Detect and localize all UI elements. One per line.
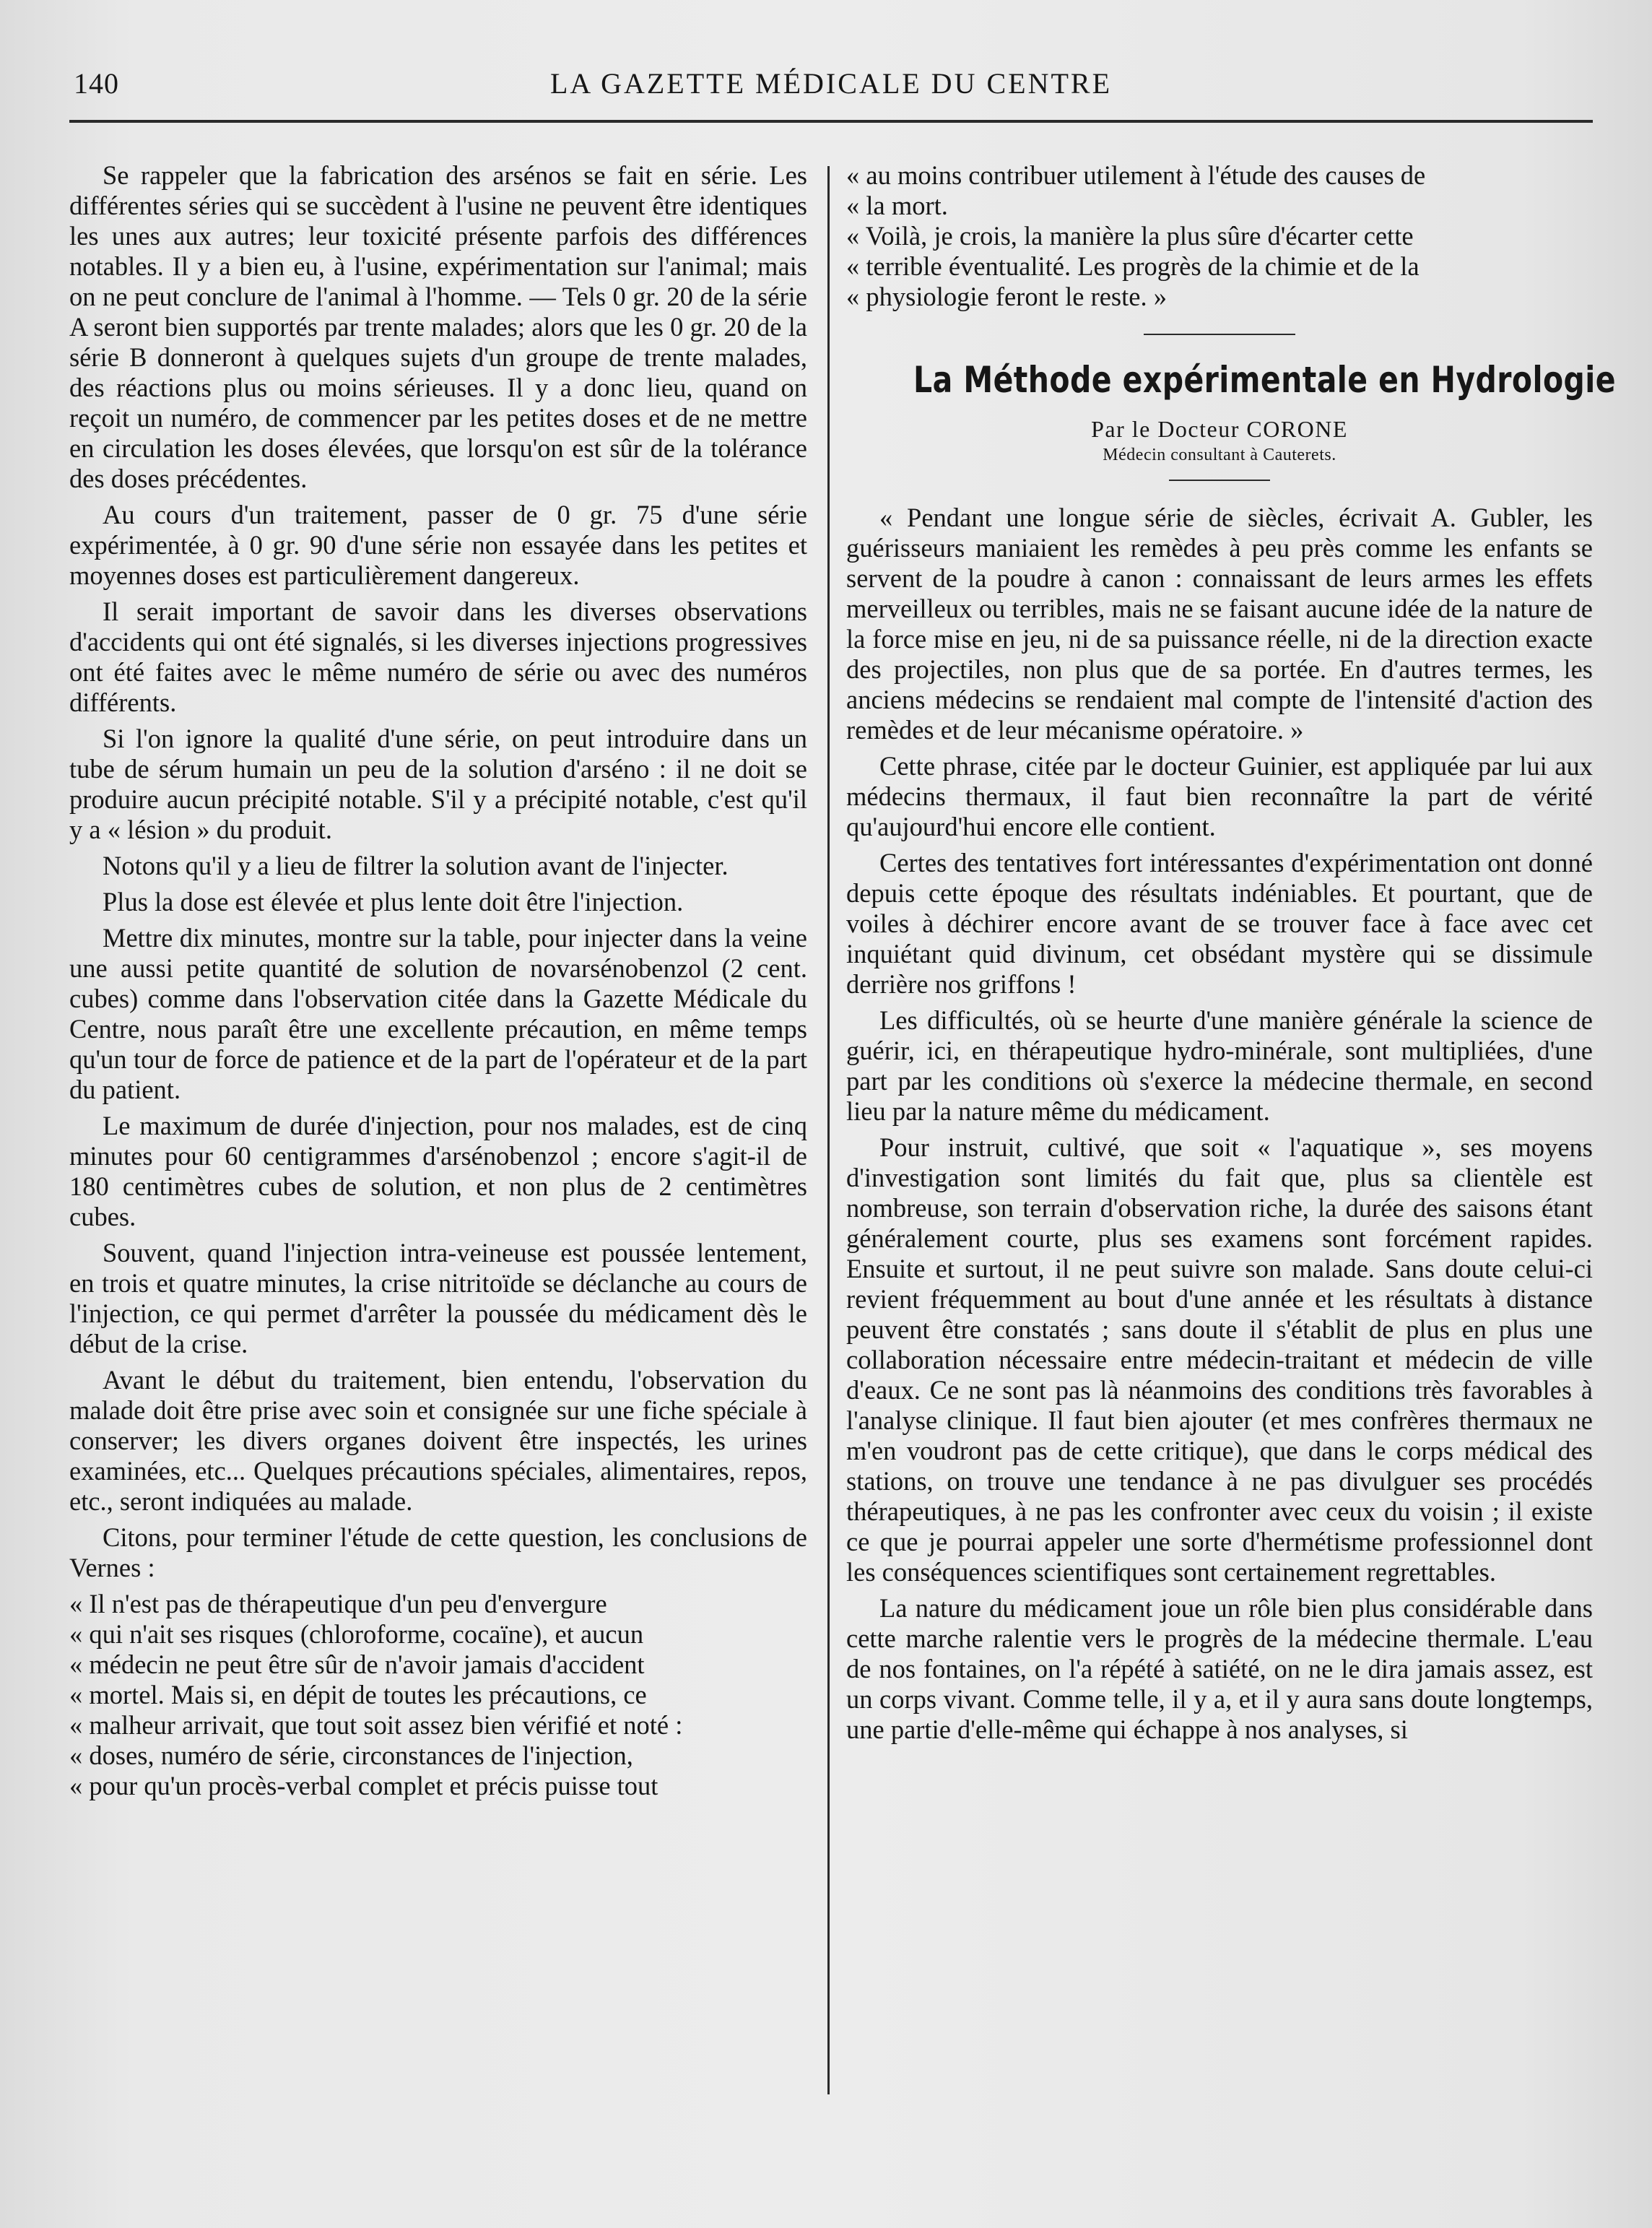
page-header xyxy=(69,66,1593,110)
paragraph: Mettre dix minutes, montre sur la table, pour injecter dans la veine une aussi petite quantité de solution de novarsénobenzol (2 cent. cubes) comme dans l'observation citée dans la Gazette Médicale du Centre, nous paraît être une excellente précaution, en même temps qu'un tour de force de patience et de la part de l'opérateur et de la part du patient. xyxy=(69,923,807,1104)
quote-line: « physiologie feront le reste. » xyxy=(846,282,1167,311)
paragraph: Les difficultés, où se heurte d'une manière générale la science de guérir, ici, en thérapeutique hydro-minérale, sont multipliées, d'une part par les conditions où s'exerce la médecine thermale, en second lieu par la nature même du médicament. xyxy=(846,1005,1593,1126)
paragraph: Cette phrase, citée par le docteur Guinier, est appliquée par lui aux médecins thermaux, il faut bien reconnaître la part de vérité qu'aujourd'hui encore elle contient. xyxy=(846,751,1593,841)
article-header xyxy=(846,334,1616,481)
article-byline: Par le Docteur CORONE xyxy=(1091,416,1348,442)
paragraph: Avant le début du traitement, bien entendu, l'observation du malade doit être prise avec soin et consignée sur une fiche spéciale à conserver; les divers organes doivent être inspectés, les urines examinées, etc... Quelques précautions spéciales, alimentaires, repos, etc., seront indiquées au malade. xyxy=(69,1365,807,1516)
running-title: LA GAZETTE MÉDICALE DU CENTRE xyxy=(549,67,1112,100)
quote-line: « malheur arrivait, que tout soit assez bien vérifié et noté : xyxy=(69,1710,683,1740)
quote-line: « médecin ne peut être sûr de n'avoir jamais d'accident xyxy=(69,1650,645,1679)
paragraph: Pour instruit, cultivé, que soit « l'aquatique », ses moyens d'investigation sont limités du fait que, plus sa clientèle est nombreuse, son terrain d'observation riche, la durée des saisons étant généralement courte, plus ses examens sont forcément rapides. Ensuite et surtout, il ne peut suivre son malade. Sans doute celui-ci revient fréquemment au bout d'une année et les résultats à distance peuvent être constatés ; sans doute il s'établit de plus en plus une collaboration nécessaire entre médecin-traitant et médecin de ville d'eaux. Ce ne sont pas là néanmoins des conditions très favorables à l'analyse clinique. Il faut bien ajouter (et mes confrères thermaux ne m'en voudront pas de cette critique), que dans le corps médical des stations, on trouve une tendance à ne pas divulguer ses procédés thérapeutiques, à ne pas les confronter avec ceux du voisin ; il existe ce que je pourrai appeler une sorte d'hermétisme professionnel dont les conséquences scientifiques sont certainement regrettables. xyxy=(846,1132,1593,1587)
separator-rule xyxy=(1169,480,1270,481)
paragraph: Il serait important de savoir dans les diverses observations d'accidents qui ont été signalés, si les diverses injections progressives ont été faites avec le même numéro de série ou avec des numéros différents. xyxy=(69,597,807,717)
paragraph: Citons, pour terminer l'étude de cette question, les conclusions de Vernes : xyxy=(69,1522,807,1582)
quote-line: « pour qu'un procès-verbal complet et précis puisse tout xyxy=(69,1771,658,1800)
paragraph: Souvent, quand l'injection intra-veineuse est poussée lentement, en trois et quatre minutes, la crise nitritoïde se déclanche au cours de l'injection, ce qui permet d'arrêter la poussée du médicament dès le début de la crise. xyxy=(69,1238,807,1358)
quote-line: « Il n'est pas de thérapeutique d'un peu d'envergure xyxy=(69,1589,607,1618)
paragraph: La nature du médicament joue un rôle bien plus considérable dans cette marche ralentie vers le progrès de la médecine thermale. L'eau de nos fontaines, on l'a répété à satiété, on ne le dira jamais assez, est un corps vivant. Comme telle, il y a, et il y aura sans doute longtemps, une partie d'elle-même qui échappe à nos analyses, si xyxy=(846,1593,1593,1744)
paragraph: Plus la dose est élevée et plus lente doit être l'injection. xyxy=(103,887,684,916)
quote-line: « qui n'ait ses risques (chloroforme, cocaïne), et aucun xyxy=(69,1619,644,1649)
quote-line: « au moins contribuer utilement à l'étude des causes de xyxy=(846,160,1426,190)
paragraph: Se rappeler que la fabrication des arsénos se fait en série. Les différentes séries qui se succèdent à l'usine ne peuvent être identiques les unes aux autres; leur toxicité présente parfois des différences notables. Il y a bien eu, à l'usine, expérimentation sur l'animal; mais on ne peut conclure de l'animal à l'homme. — Tels 0 gr. 20 de la série A seront bien supportés par trente malades; alors que les 0 gr. 20 de la série B donneront à quelques sujets d'un groupe de trente malades, des réactions plus ou moins sérieuses. Il y a donc lieu, quand on reçoit un numéro, de commencer par les petites doses et de ne mettre en circulation les doses élevées, que lorsqu'on est sûr de la tolérance des doses précédentes. xyxy=(69,160,807,493)
paragraph: Certes des tentatives fort intéressantes d'expérimentation ont donné depuis cette époque des résultats indéniables. Et pourtant, que de voiles à déchirer encore avant de se trouver face à face avec cet inquiétant quid divinum, cet obsédant mystère qui se dissimule derrière nos griffons ! xyxy=(846,848,1593,999)
vernes-quote xyxy=(69,1589,807,1801)
paragraph: Notons qu'il y a lieu de filtrer la solution avant de l'injecter. xyxy=(103,851,729,880)
vernes-quote-continued xyxy=(846,160,1593,312)
left-column xyxy=(69,160,807,1801)
quote-line: « mortel. Mais si, en dépit de toutes les précautions, ce xyxy=(69,1680,647,1709)
quote-line: « la mort. xyxy=(846,191,948,220)
right-column xyxy=(846,160,1616,1751)
header-rule xyxy=(69,120,1593,123)
paragraph: Si l'on ignore la qualité d'une série, on peut introduire dans un tube de sérum humain un peu de la solution d'arséno : il ne doit se produire aucun précipité notable. S'il y a précipité notable, c'est qu'il y a « lésion » du produit. xyxy=(69,724,807,844)
quote-line: « terrible éventualité. Les progrès de la chimie et de la xyxy=(846,251,1420,281)
article-title: La Méthode expérimentale en Hydrologie xyxy=(913,359,1616,401)
paragraph: Le maximum de durée d'injection, pour nos malades, est de cinq minutes pour 60 centigrammes d'arsénobenzol ; encore s'agit-il de 180 centimètres cubes de solution, et non plus de 2 centimètres cubes. xyxy=(69,1111,807,1231)
quote-line: « Voilà, je crois, la manière la plus sûre d'écarter cette xyxy=(846,221,1414,251)
page-number: 140 xyxy=(74,67,119,100)
quote-line: « doses, numéro de série, circonstances de l'injection, xyxy=(69,1741,633,1770)
author-affiliation: Médecin consultant à Cauterets. xyxy=(1103,446,1336,464)
paragraph: « Pendant une longue série de siècles, écrivait A. Gubler, les guérisseurs maniaient les remèdes à peu près comme les enfants se servent de la poudre à canon : connaissant de leurs armes les effets merveilleux ou terribles, mais ne se faisant aucune idée de la nature de la force mise en jeu, ni de sa puissance réelle, ni de la direction exacte des projectiles, non plus que de sa portée. En d'autres termes, les anciens médecins se rendaient mal compte de l'intensité d'action des remèdes et de leur mécanisme opératoire. » xyxy=(846,503,1593,745)
separator-rule xyxy=(1144,334,1295,335)
column-divider xyxy=(827,166,830,2094)
paragraph: Au cours d'un traitement, passer de 0 gr. 75 d'une série expérimentée, à 0 gr. 90 d'une série non essayée dans les petites et moyennes doses est particulièrement dangereux. xyxy=(69,500,807,590)
